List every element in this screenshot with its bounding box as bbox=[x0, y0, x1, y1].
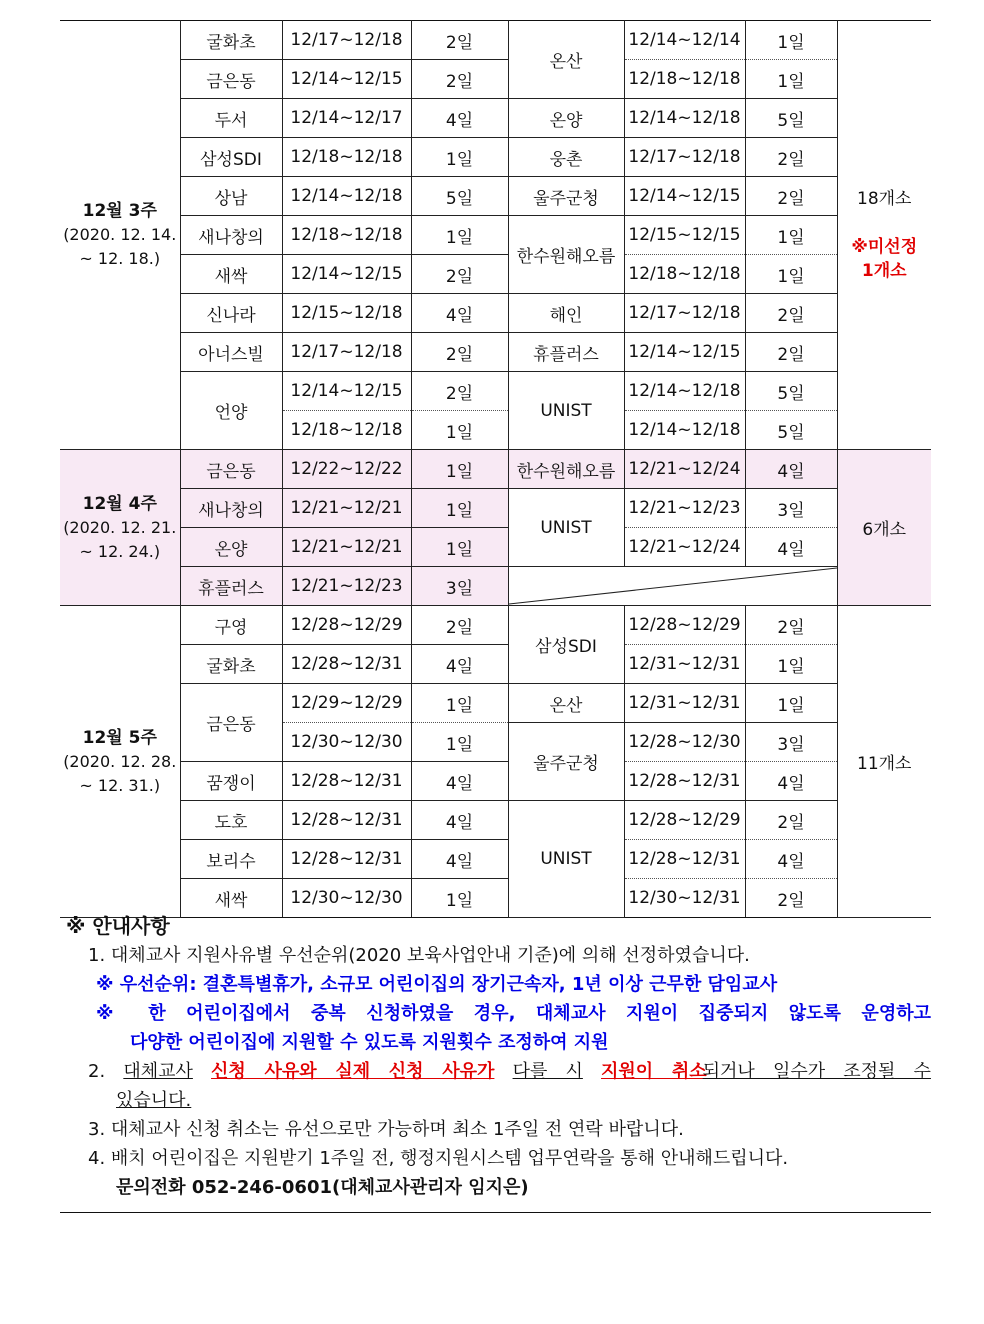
table-row bbox=[60, 216, 931, 255]
table-cell: 금은동 bbox=[180, 60, 282, 99]
table-row bbox=[60, 450, 931, 489]
table-cell: 구영 bbox=[180, 606, 282, 645]
table-cell: 굴화초 bbox=[180, 645, 282, 684]
table-cell: 12/28~12/29 bbox=[282, 606, 411, 645]
table-cell: UNIST bbox=[508, 489, 624, 567]
table-cell: 12/14~12/15 bbox=[282, 255, 411, 294]
table-cell: 해인 bbox=[508, 294, 624, 333]
table-cell: 1일 bbox=[745, 645, 837, 684]
table-cell: 꿈쟁이 bbox=[180, 762, 282, 801]
table-row bbox=[60, 489, 931, 528]
table-cell: 2일 bbox=[411, 606, 508, 645]
table-cell: 1일 bbox=[411, 411, 508, 450]
table-cell: 2일 bbox=[745, 294, 837, 333]
table-row bbox=[60, 372, 931, 411]
table-cell: 삼성SDI bbox=[180, 138, 282, 177]
table-row bbox=[60, 21, 931, 60]
table-cell: 12/14~12/18 bbox=[282, 177, 411, 216]
table-cell: 금은동 bbox=[180, 684, 282, 762]
contact-phone: 문의전화 052-246-0601(대체교사관리자 임지은) bbox=[116, 1177, 529, 1198]
table-row bbox=[60, 684, 931, 723]
table-cell: 12/15~12/18 bbox=[282, 294, 411, 333]
table-row bbox=[60, 801, 931, 840]
table-cell: 12/21~12/23 bbox=[624, 489, 745, 528]
table-cell: 1일 bbox=[411, 450, 508, 489]
table-cell: 12/14~12/18 bbox=[624, 372, 745, 411]
table-cell: 4일 bbox=[745, 528, 837, 567]
table-cell: 12/30~12/30 bbox=[282, 723, 411, 762]
table-cell: 12/21~12/21 bbox=[282, 528, 411, 567]
table-cell: 1일 bbox=[411, 489, 508, 528]
table-cell: 12/21~12/24 bbox=[624, 450, 745, 489]
duplicate-note: ※ 한 어린이집에서 중복 신청하였을 경우, 대체교사 지원이 집중되지 않도록 운영하고 bbox=[96, 1003, 931, 1024]
table-cell: 12/18~12/18 bbox=[624, 255, 745, 294]
week-total-cell: 18개소 ※미선정 1개소 bbox=[837, 21, 931, 450]
table-row bbox=[60, 99, 931, 138]
table-cell: 1일 bbox=[745, 21, 837, 60]
table-cell: 2일 bbox=[411, 372, 508, 411]
table-cell: 12/28~12/31 bbox=[282, 840, 411, 879]
empty-diagonal-cell bbox=[508, 567, 837, 606]
table-cell: 12/28~12/30 bbox=[624, 723, 745, 762]
table-row bbox=[60, 840, 931, 879]
table-row bbox=[60, 567, 931, 606]
table-cell: 12/18~12/18 bbox=[282, 138, 411, 177]
notice-item-4: 4. 배치 어린이집은 지원받기 1주일 전, 행정지원시스템 업무연락을 통해 안내해드립니다. bbox=[88, 1148, 789, 1169]
table-cell: 4일 bbox=[411, 762, 508, 801]
table-cell: 12/31~12/31 bbox=[624, 645, 745, 684]
table-cell: 5일 bbox=[411, 177, 508, 216]
table-cell: 12/30~12/30 bbox=[282, 879, 411, 918]
table-cell: 1일 bbox=[411, 216, 508, 255]
table-cell: 2일 bbox=[745, 801, 837, 840]
notice-item-2: 2. 대체교사 신청 사유와 실제 신청 사유가 다를 시 지원이 취소되거나 일수가 조정될 수 bbox=[88, 1061, 931, 1082]
table-cell: UNIST bbox=[508, 801, 624, 918]
week-cell: 12월 5주 (2020. 12. 28. ~ 12. 31.) bbox=[60, 606, 180, 918]
table-cell: 2일 bbox=[745, 606, 837, 645]
table-cell: 12/21~12/23 bbox=[282, 567, 411, 606]
table-cell: 12/14~12/14 bbox=[624, 21, 745, 60]
table-cell: 12/28~12/31 bbox=[624, 762, 745, 801]
table-cell: 12/17~12/18 bbox=[624, 294, 745, 333]
table-cell: 12/18~12/18 bbox=[282, 216, 411, 255]
table-cell: 12/17~12/18 bbox=[624, 138, 745, 177]
table-cell: 도호 bbox=[180, 801, 282, 840]
table-cell: 온산 bbox=[508, 684, 624, 723]
schedule-table bbox=[60, 20, 931, 918]
table-cell: 온양 bbox=[180, 528, 282, 567]
table-cell: 신나라 bbox=[180, 294, 282, 333]
table-cell: 1일 bbox=[745, 60, 837, 99]
notice-item-2-cont: 있습니다. bbox=[116, 1090, 192, 1111]
table-cell: 4일 bbox=[745, 840, 837, 879]
table-cell: 2일 bbox=[411, 60, 508, 99]
table-cell: 3일 bbox=[745, 723, 837, 762]
table-cell: 휴플러스 bbox=[508, 333, 624, 372]
table-row bbox=[60, 138, 931, 177]
table-cell: 12/17~12/18 bbox=[282, 21, 411, 60]
table-cell: 12/29~12/29 bbox=[282, 684, 411, 723]
table-cell: 1일 bbox=[745, 216, 837, 255]
table-cell: 울주군청 bbox=[508, 177, 624, 216]
table-cell: 12/14~12/18 bbox=[624, 99, 745, 138]
diagonal-line bbox=[509, 567, 837, 605]
table-cell: 2일 bbox=[745, 879, 837, 918]
table-cell: 휴플러스 bbox=[180, 567, 282, 606]
table-row bbox=[60, 762, 931, 801]
table-row bbox=[60, 528, 931, 567]
table-cell: 2일 bbox=[411, 255, 508, 294]
table-cell: 한수원해오름 bbox=[508, 216, 624, 294]
table-cell: 새싹 bbox=[180, 255, 282, 294]
table-cell: 4일 bbox=[745, 450, 837, 489]
table-cell: 12/30~12/31 bbox=[624, 879, 745, 918]
table-cell: 4일 bbox=[411, 294, 508, 333]
table-cell: 2일 bbox=[411, 21, 508, 60]
table-cell: 아너스빌 bbox=[180, 333, 282, 372]
table-cell: 12/14~12/15 bbox=[624, 333, 745, 372]
notice-item-3: 3. 대체교사 신청 취소는 유선으로만 가능하며 최소 1주일 전 연락 바랍니다. bbox=[88, 1119, 684, 1140]
table-cell: 12/14~12/17 bbox=[282, 99, 411, 138]
table-cell: 12/14~12/18 bbox=[624, 411, 745, 450]
table-cell: 4일 bbox=[411, 801, 508, 840]
table-cell: 12/21~12/24 bbox=[624, 528, 745, 567]
table-cell: 2일 bbox=[745, 177, 837, 216]
table-cell: 12/28~12/31 bbox=[624, 840, 745, 879]
table-cell: 4일 bbox=[411, 840, 508, 879]
table-cell: 4일 bbox=[745, 762, 837, 801]
table-cell: 12/21~12/21 bbox=[282, 489, 411, 528]
table-cell: 12/28~12/29 bbox=[624, 606, 745, 645]
table-cell: 12/22~12/22 bbox=[282, 450, 411, 489]
table-row bbox=[60, 177, 931, 216]
table-cell: 1일 bbox=[411, 528, 508, 567]
table-cell: 4일 bbox=[411, 99, 508, 138]
notice-item-1: 1. 대체교사 지원사유별 우선순위(2020 보육사업안내 기준)에 의해 선정하였습니다. bbox=[88, 945, 750, 966]
table-cell: 12/18~12/18 bbox=[282, 411, 411, 450]
table-row bbox=[60, 606, 931, 645]
table-cell: 새나창의 bbox=[180, 216, 282, 255]
table-cell: 2일 bbox=[745, 333, 837, 372]
table-cell: 3일 bbox=[411, 567, 508, 606]
table-cell: 12/17~12/18 bbox=[282, 333, 411, 372]
table-row bbox=[60, 645, 931, 684]
table-cell: 12/14~12/15 bbox=[282, 372, 411, 411]
table-cell: 새나창의 bbox=[180, 489, 282, 528]
table-cell: 1일 bbox=[411, 879, 508, 918]
priority-note: ※ 우선순위: 결혼특별휴가, 소규모 어린이집의 장기근속자, 1년 이상 근무한 담임교사 bbox=[96, 974, 778, 995]
table-cell: 1일 bbox=[411, 684, 508, 723]
week-total-cell: 6개소 bbox=[837, 450, 931, 606]
table-cell: 보리수 bbox=[180, 840, 282, 879]
table-cell: 12/15~12/15 bbox=[624, 216, 745, 255]
table-cell: 5일 bbox=[745, 99, 837, 138]
table-cell: 울주군청 bbox=[508, 723, 624, 801]
table-cell: 12/14~12/15 bbox=[282, 60, 411, 99]
table-cell: 12/28~12/31 bbox=[282, 645, 411, 684]
week-cell: 12월 3주 (2020. 12. 14. ~ 12. 18.) bbox=[60, 21, 180, 450]
table-cell: 4일 bbox=[411, 645, 508, 684]
bottom-divider bbox=[60, 1212, 931, 1213]
table-cell: 삼성SDI bbox=[508, 606, 624, 684]
table-cell: 새싹 bbox=[180, 879, 282, 918]
table-cell: 12/18~12/18 bbox=[624, 60, 745, 99]
table-cell: 2일 bbox=[745, 138, 837, 177]
table-cell: 12/14~12/15 bbox=[624, 177, 745, 216]
table-cell: 상남 bbox=[180, 177, 282, 216]
table-cell: 한수원해오름 bbox=[508, 450, 624, 489]
table-cell: 웅촌 bbox=[508, 138, 624, 177]
table-cell: UNIST bbox=[508, 372, 624, 450]
table-row bbox=[60, 294, 931, 333]
duplicate-note-cont: 다양한 어린이집에 지원할 수 있도록 지원횟수 조정하여 지원 bbox=[130, 1032, 609, 1053]
table-cell: 12/28~12/31 bbox=[282, 801, 411, 840]
notice-title: ※ 안내사항 bbox=[66, 914, 170, 938]
table-cell: 1일 bbox=[411, 138, 508, 177]
table-cell: 1일 bbox=[745, 684, 837, 723]
table-row bbox=[60, 255, 931, 294]
table-cell: 5일 bbox=[745, 411, 837, 450]
table-cell: 온산 bbox=[508, 21, 624, 99]
table-cell: 두서 bbox=[180, 99, 282, 138]
table-cell: 온양 bbox=[508, 99, 624, 138]
table-cell: 2일 bbox=[411, 333, 508, 372]
table-cell: 굴화초 bbox=[180, 21, 282, 60]
table-cell: 5일 bbox=[745, 372, 837, 411]
week-total-cell: 11개소 bbox=[837, 606, 931, 918]
table-cell: 금은동 bbox=[180, 450, 282, 489]
table-cell: 12/28~12/29 bbox=[624, 801, 745, 840]
notice-section bbox=[60, 912, 931, 1202]
table-cell: 언양 bbox=[180, 372, 282, 450]
table-cell: 12/31~12/31 bbox=[624, 684, 745, 723]
week-cell: 12월 4주 (2020. 12. 21. ~ 12. 24.) bbox=[60, 450, 180, 606]
table-cell: 3일 bbox=[745, 489, 837, 528]
table-cell: 1일 bbox=[745, 255, 837, 294]
table-cell: 12/28~12/31 bbox=[282, 762, 411, 801]
table-row bbox=[60, 60, 931, 99]
table-cell: 1일 bbox=[411, 723, 508, 762]
table-row bbox=[60, 333, 931, 372]
